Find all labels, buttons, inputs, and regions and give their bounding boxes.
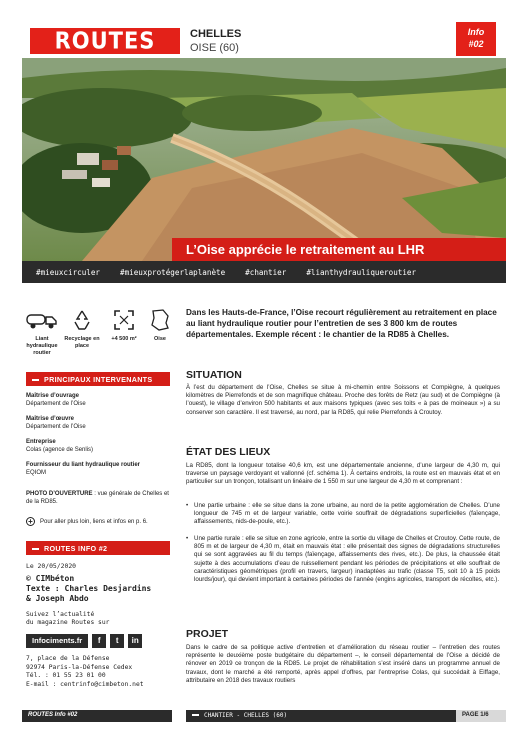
hashtag[interactable]: #chantier [245, 267, 287, 277]
hero-photo [22, 58, 506, 261]
credit-line: Texte : Charles Desjardins [26, 584, 152, 593]
actor-name: Département de l’Oise [26, 400, 86, 407]
lead-paragraph: Dans les Hauts-de-France, l’Oise recourt régulièrement au retraitement en place au liant hydraulique routier pour l’entretien de ses 3 800 km de routes départementales. Exemple récent : le chantier de la RD85 à Chelles. [186, 308, 497, 339]
postal-address [26, 655, 144, 689]
key-figure-binder [24, 306, 60, 357]
credits [26, 574, 151, 604]
oise-map-icon [142, 306, 178, 334]
hero-title: L’Oise apprécie le retraitement au LHR [172, 238, 506, 261]
linkedin-icon[interactable]: in [128, 634, 142, 648]
routes-info-header [26, 541, 170, 555]
photo-caption-text: : vue générale de Chelles et de la RD85. [26, 491, 169, 505]
aerial-landscape-image [22, 58, 506, 261]
location-department: OISE (60) [190, 42, 239, 54]
key-figure-label: Oise [154, 336, 166, 342]
footer-section-label: CHANTIER - CHELLES (60) [204, 712, 288, 719]
footer-section [186, 710, 456, 722]
actor-manager [26, 416, 176, 431]
info-badge-label: Info [467, 27, 485, 37]
actor-name: EQIOM [26, 469, 47, 476]
header [22, 22, 506, 58]
truck-icon [24, 306, 60, 334]
social-links [26, 634, 142, 648]
actor-role: Entreprise [26, 439, 56, 445]
section-title-projet: PROJET [186, 628, 229, 640]
bullet-rural: • Une partie rurale : elle se situe en zone agricole, entre la sortie du village de Chelles et Croutoy. Cette route, de 805 m et de largeur de 4,30 m, était en mauvais état : elle présentait des signes de dégradations structurelles qui se sont aggravées au fil du temps (faïençage, affaissements des rives, etc.). De plus, la chaussée était sujette à des accumulations d’eau de ruissellement pendant les périodes de précipitations et elle souffrait de caractéristiques géométriques (profil en travers, largeur) inadaptées au trafic (classe T5, soit 10 à 15 poids lourds/jour), qui devient important à certaines périodes de l’année (engins agricoles, transport de récoltes, etc.). [186, 535, 500, 584]
routes-info-title: ROUTES INFO #2 [44, 544, 108, 553]
key-figure-label: Liant hydraulique routier [26, 336, 58, 356]
website-link[interactable]: Infociments.fr [26, 634, 88, 648]
actor-role: Maîtrise d’ouvrage [26, 393, 80, 399]
key-figure-label: +4 500 m² [111, 336, 137, 342]
area-icon [106, 306, 142, 334]
actor-role: Fournisseur du liant hydraulique routier [26, 462, 141, 468]
address-line: 7, place de la Défense [26, 655, 110, 662]
section-title-situation: SITUATION [186, 369, 242, 381]
intervenants-title: PRINCIPAUX INTERVENANTS [44, 375, 153, 384]
key-figures-icons [22, 306, 172, 364]
routes-logo: ROUTES [30, 28, 180, 54]
actor-role: Maîtrise d’œuvre [26, 416, 75, 422]
hashtag[interactable]: #mieuxprotégerlaplanète [120, 267, 226, 277]
bullet-urban: • Une partie urbaine : elle se situe dans la zone urbaine, au nord de la petite agglomération de Chelles. D’une longueur de 745 m et de largeur variable, cette voirie souffrait de dégradations superficielles (faïençage, affaissements, nids-de-poule, etc.). [186, 502, 500, 527]
info-badge-number: #02 [468, 39, 484, 49]
follow-line: Suivez l’actualité [26, 611, 95, 618]
follow-line: du magazine Routes sur [26, 619, 110, 626]
section-title-etat: ÉTAT DES LIEUX [186, 446, 271, 458]
actor-name: Colas (agence de Senlis) [26, 446, 94, 453]
more-info-text: Pour aller plus loin, liens et infos en p. 6. [40, 518, 148, 525]
intervenants-header [26, 372, 170, 386]
etat-text: La RD85, dont la longueur totalise 40,6 km, est une départementale ancienne, d’une largeur de 4,30 m, qui traverse un paysage verdoyant et vallonné (cf. schéma 1). À certains endroits, la route est en mauvais état et en particulier sur un tronçon, totalisant un linéaire de 1 550 m sur une largeur de 4,30 m et comprenant : [186, 462, 500, 486]
credit-line: & Joseph Abdo [26, 594, 89, 603]
photo-caption-label: PHOTO D’OUVERTURE [26, 491, 93, 497]
email-address[interactable]: E-mail : centrinfo@cimbeton.net [26, 680, 144, 688]
key-figure-area [106, 306, 142, 343]
key-figure-recycling [64, 306, 100, 350]
publication-date: Le 20/05/2020 [26, 562, 77, 570]
location-city: CHELLES [190, 28, 242, 40]
facebook-icon[interactable]: f [92, 634, 106, 648]
key-figure-label: Recyclage en place [64, 336, 100, 349]
photo-caption [26, 491, 174, 506]
phone-number: Tél. : 01 55 23 01 00 [26, 672, 106, 679]
footer-issue: ROUTES Info #02 [22, 710, 172, 722]
actor-contractor [26, 439, 176, 454]
hashtag[interactable]: #mieuxcirculer [36, 267, 101, 277]
twitter-icon[interactable]: t [110, 634, 124, 648]
follow-text [26, 611, 109, 627]
recycle-icon [64, 306, 100, 334]
more-info-link[interactable] [26, 517, 148, 526]
address-line: 92974 Paris-la-Défense Cedex [26, 663, 133, 671]
projet-text: Dans le cadre de sa politique active d’entretien et d’amélioration du réseau routier – l’entretien des routes représente le deuxième poste budgétaire du département –, le conseil départemental de l’Oise a décidé de rénover en 2019 ce tronçon de la RD85. Le projet de réhabilitation s’est inséré dans un programme annuel de travaux, dont le marché a été remporté, après appel d’offres, par l’entreprise Colas, qui succédait à Eiffage, attributaire en 2018 des travaux routiers [186, 644, 500, 684]
situation-text: À l’est du département de l’Oise, Chelles se situe à mi-chemin entre Soissons et Compiègne, à quelques kilomètres de Pierrefonds et de son magnifique château. Proche des forêts de Retz (au sud) et de Compiègne (à l’ouest), le village d’environ 500 habitants et aux maisons typiques (avec ses toits « à pas de moineaux ») a su conserver son caractère. Il est traversé, au nord, par la RD85, qui relie Pierrefonds à Croutoy. [186, 384, 500, 416]
key-figure-location [142, 306, 178, 343]
hashtag-bar [22, 261, 506, 283]
actor-name: Département de l’Oise [26, 423, 86, 430]
plus-icon: + [26, 517, 35, 526]
hashtag[interactable]: #lianthydrauliqueroutier [306, 267, 417, 277]
page-number: PAGE 1/6 [456, 710, 506, 722]
actor-supplier [26, 462, 176, 477]
actor-owner [26, 393, 176, 408]
info-badge [456, 22, 496, 56]
credit-line: © CIMbéton [26, 574, 75, 583]
